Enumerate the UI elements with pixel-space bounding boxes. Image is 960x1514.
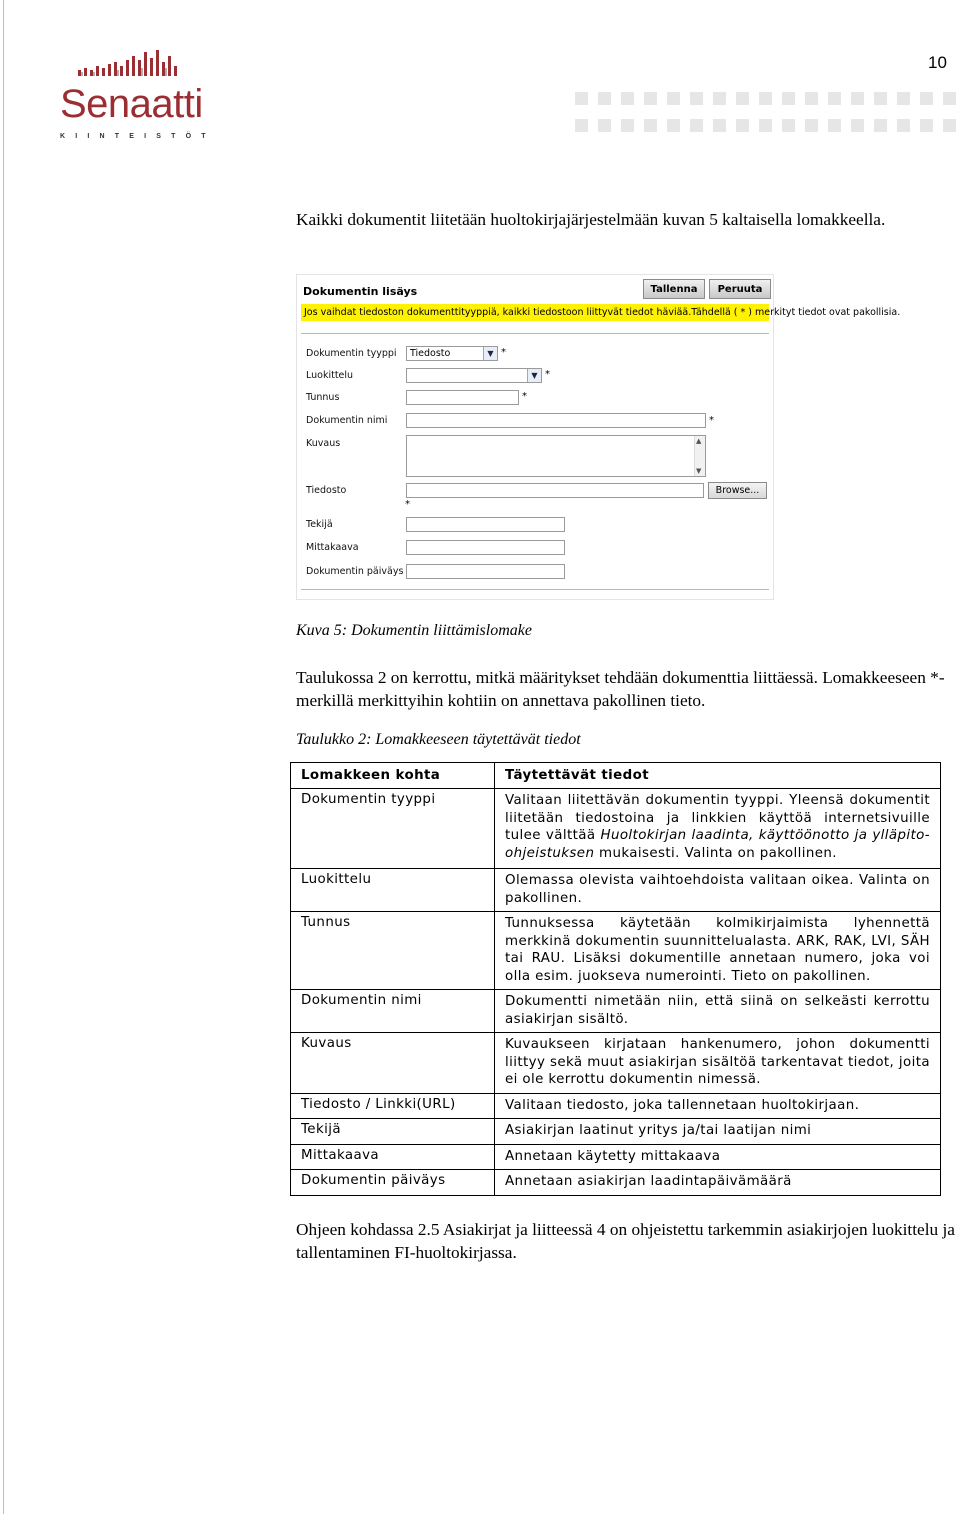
- logo-bars-icon: [78, 48, 198, 78]
- desc-text: mukaisesti. Valinta on pakollinen.: [594, 845, 837, 861]
- table-cell-field: Luokittelu: [291, 869, 495, 912]
- table-cell-field: Dokumentin nimi: [291, 990, 495, 1033]
- required-mark: *: [522, 391, 527, 402]
- senaatti-logo: [58, 48, 238, 148]
- label-date: Dokumentin päiväys: [306, 566, 404, 577]
- form-screenshot: [296, 274, 901, 600]
- form-notice: Jos vaihdat tiedoston dokumenttityyppiä, kaikki tiedostoon liittyvät tiedot häviää.Tähdellä ( * ) merkityt tiedot ovat pakollisia.: [301, 304, 769, 321]
- required-mark: *: [545, 369, 550, 380]
- scroll-down-icon: ▼: [696, 467, 702, 475]
- desc-emphasis: Huoltokirjan laadinta, käyttöönotto ja ylläpito- ohjeistuksen: [505, 828, 930, 861]
- table-caption: Taulukko 2: Lomakkeeseen täytettävät tiedot: [296, 731, 581, 748]
- table-row: [291, 1093, 941, 1119]
- description-textarea[interactable]: [406, 435, 706, 477]
- browse-button[interactable]: Browse...: [708, 482, 767, 499]
- required-mark: *: [405, 499, 410, 510]
- table-cell-desc: Asiakirjan laatinut yritys ja/tai laatijan nimi: [495, 1119, 941, 1145]
- label-doc-name: Dokumentin nimi: [306, 415, 388, 426]
- classification-select[interactable]: [406, 368, 542, 383]
- author-input[interactable]: [406, 517, 565, 532]
- chevron-down-icon: ▼: [483, 347, 497, 360]
- table-header-field: Lomakkeen kohta: [291, 763, 495, 789]
- logo-wordmark: Senaatti: [60, 82, 203, 126]
- table-row: [291, 990, 941, 1033]
- label-file: Tiedosto: [306, 485, 347, 496]
- doc-name-input[interactable]: [406, 413, 706, 428]
- required-mark: *: [709, 415, 714, 426]
- table-cell-desc: Kuvaukseen kirjataan hankenumero, johon dokumentti liittyy sekä muut asiakirjan sisältöä tarkentavat tiedot, joita ei ole kerrottu dokumentin nimessä.: [495, 1033, 941, 1094]
- table-cell-field: Kuvaus: [291, 1033, 495, 1094]
- table-cell-desc: Tunnuksessa käytetään kolmikirjaimista lyhennettä merkkinä dokumentin suunnittelualasta. ARK, RAK, LVI, SÄH tai RAU. Lisäksi dokumentille annetaan numero, joka voi olla esim. juokseva numerointi. Tieto on pakollinen.: [495, 912, 941, 990]
- label-doc-type: Dokumentin tyyppi: [306, 348, 397, 359]
- cancel-button[interactable]: Peruuta: [709, 279, 771, 299]
- label-author: Tekijä: [306, 519, 333, 530]
- chevron-down-icon: ▼: [527, 369, 541, 382]
- label-classification: Luokittelu: [306, 370, 354, 381]
- intro-paragraph: Kaikki dokumentit liitetään huoltokirjajärjestelmään kuvan 5 kaltaisella lomakkeella.: [296, 210, 886, 229]
- table-cell-desc: Annetaan käytetty mittakaava: [495, 1144, 941, 1170]
- table-cell-desc: Annetaan asiakirjan laadintapäivämäärä: [495, 1170, 941, 1196]
- table-cell-desc: Valitaan tiedosto, joka tallennetaan huoltokirjaan.: [495, 1093, 941, 1119]
- table-cell-desc: Olemassa olevista vaihtoehdoista valitaan oikea. Valinta on pakollinen.: [495, 869, 941, 912]
- closing-paragraph: Ohjeen kohdassa 2.5 Asiakirjat ja liitteessä 4 on ohjeistettu tarkemmin asiakirjojen luokittelu ja tallentaminen FI-huoltokirjassa.: [296, 1220, 955, 1262]
- doc-type-select[interactable]: [406, 346, 498, 361]
- form-divider: [301, 333, 769, 334]
- paragraph-2: Taulukossa 2 on kerrottu, mitkä määritykset tehdään dokumenttia liittäessä. Lomakkeeseen *-merkillä merkittyihin kohtiin on annettava pakollinen tieto.: [296, 668, 945, 710]
- table-row: [291, 1033, 941, 1094]
- table-header-info: Täytettävät tiedot: [495, 763, 941, 789]
- id-input[interactable]: [406, 390, 519, 405]
- table-row: [291, 912, 941, 990]
- table-cell-field: Tekijä: [291, 1119, 495, 1145]
- logo-subtitle: KIINTEISTÖT: [60, 133, 216, 140]
- table-row: [291, 869, 941, 912]
- table-cell-field: Mittakaava: [291, 1144, 495, 1170]
- figure-caption: Kuva 5: Dokumentin liittämislomake: [296, 622, 532, 639]
- file-input[interactable]: [406, 483, 704, 498]
- date-input[interactable]: [406, 564, 565, 579]
- label-id: Tunnus: [306, 392, 340, 403]
- label-description: Kuvaus: [306, 438, 341, 449]
- table-row: [291, 1170, 941, 1196]
- table-row: [291, 1144, 941, 1170]
- header-pattern-decoration: [575, 92, 960, 134]
- save-button[interactable]: Tallenna: [643, 279, 705, 299]
- table-cell-field: Dokumentin tyyppi: [291, 789, 495, 869]
- scale-input[interactable]: [406, 540, 565, 555]
- requirements-table: [290, 762, 941, 1196]
- required-mark: *: [501, 347, 506, 358]
- table-cell-field: Tiedosto / Linkki(URL): [291, 1093, 495, 1119]
- desc-text: Valitaan liitettävän dokumentin tyyppi. Yleensä dokumentit liitetään tiedostoina ja linkkien käyttöä internetsivuille tulee välttää: [505, 793, 930, 843]
- scrollbar[interactable]: [694, 436, 705, 476]
- page-number: 10: [928, 53, 947, 72]
- form-title: Dokumentin lisäys: [303, 285, 418, 298]
- doc-type-value: Tiedosto: [410, 348, 451, 359]
- table-row: [291, 1119, 941, 1145]
- scroll-up-icon: ▲: [696, 437, 702, 445]
- table-header-row: [291, 763, 941, 789]
- table-cell-desc: [495, 789, 941, 869]
- page-edge-line: [3, 0, 4, 1514]
- table-cell-field: Dokumentin päiväys: [291, 1170, 495, 1196]
- form-divider: [301, 589, 769, 590]
- table-cell-desc: Dokumentti nimetään niin, että siinä on selkeästi kerrottu asiakirjan sisältö.: [495, 990, 941, 1033]
- table-row: [291, 789, 941, 869]
- table-cell-field: Tunnus: [291, 912, 495, 990]
- label-scale: Mittakaava: [306, 542, 359, 553]
